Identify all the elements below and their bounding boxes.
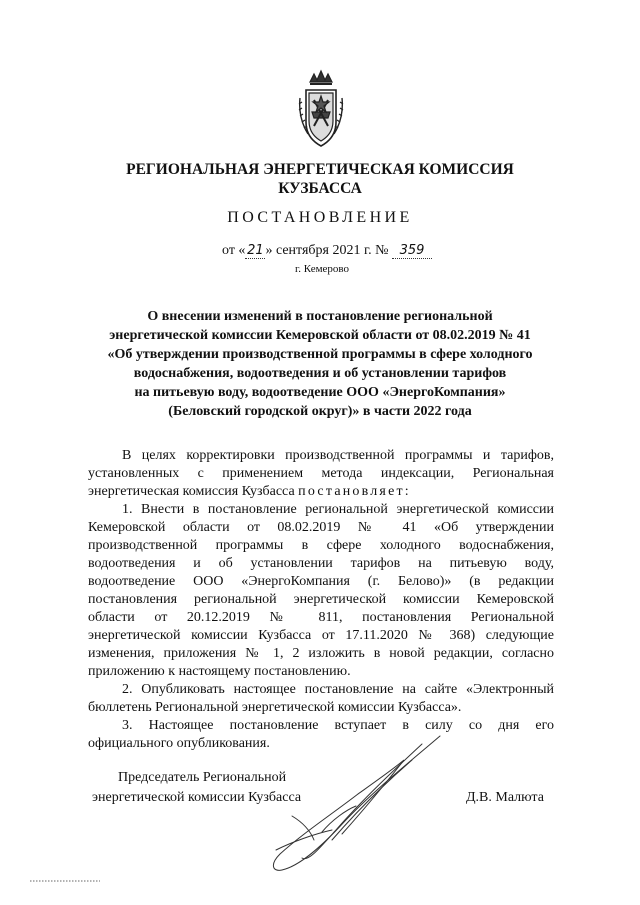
item1-line: производственной программы в сфере холодного водоснабжения, <box>88 538 554 553</box>
signatory-name: Д.В. Малюта <box>466 790 544 805</box>
item1-line: Кемеровской области от 08.02.2019 № 41 «Об утверждении <box>88 520 554 535</box>
coat-of-arms-emblem <box>296 68 346 150</box>
item1-line: энергетической комиссии Кузбасса от 17.11.2020 № 368) следующие <box>88 628 554 643</box>
doc-number-handwritten: 359 <box>392 243 432 259</box>
item1-line: области от 20.12.2019 № 811, постановления Региональной <box>88 610 554 625</box>
item2-line: 2. Опубликовать настоящее постановление на сайте «Электронный <box>122 682 554 697</box>
item1-line: постановления региональной энергетической комиссии Кемеровской <box>88 592 554 607</box>
org-name-line2: КУЗБАССА <box>278 180 362 197</box>
item3-line: 3. Настоящее постановление вступает в силу со дня его <box>122 718 554 733</box>
signatory-position-line2: энергетической комиссии Кузбасса <box>92 790 302 805</box>
date-prefix: от « <box>222 243 246 258</box>
title-line: энергетической комиссии Кемеровской области от 08.02.2019 № 41 <box>109 328 531 343</box>
preamble-resolves: постановляет: <box>298 484 411 499</box>
date-day-handwritten: 21 <box>247 243 264 258</box>
document-type: ПОСТАНОВЛЕНИЕ <box>227 209 413 226</box>
title-line: водоснабжения, водоотведения и об установлении тарифов <box>133 366 507 381</box>
footer-dotted-line <box>30 880 100 882</box>
city: г. Кемерово <box>295 263 350 275</box>
title-line: О внесении изменений в постановление региональной <box>147 309 493 324</box>
preamble-line: установленных с применением метода индексации, Региональная <box>88 466 554 481</box>
handwritten-signature <box>262 730 452 880</box>
item2-line: бюллетень Региональной энергетической комиссии Кузбасса». <box>88 700 462 715</box>
item3-line: официального опубликования. <box>88 736 270 751</box>
preamble-text: энергетическая комиссия Кузбасса <box>88 484 299 499</box>
title-line: на питьевую воду, водоотведение ООО «ЭнергоКомпания» <box>134 385 506 400</box>
item1-line: 1. Внести в постановление региональной энергетической комиссии <box>122 502 554 517</box>
date-line <box>222 243 432 259</box>
item1-line: изменения, приложения № 1, 2 изложить в новой редакции, согласно <box>88 646 554 661</box>
item1-line: водоотведения и об установлении тарифов на питьевую воду, <box>88 556 554 571</box>
title-line: (Беловский городской округ)» в части 2022 года <box>168 404 472 419</box>
preamble-line: В целях корректировки производственной программы и тарифов, <box>122 448 554 463</box>
title-line: «Об утверждении производственной программы в сфере холодного <box>107 347 533 362</box>
preamble-line <box>88 484 554 500</box>
org-name-line1: РЕГИОНАЛЬНАЯ ЭНЕРГЕТИЧЕСКАЯ КОМИССИЯ <box>126 161 514 178</box>
item1-line: приложению к настоящему постановлению. <box>88 664 351 679</box>
date-middle: » сентября 2021 г. № <box>265 243 392 258</box>
signatory-position-line1: Председатель Региональной <box>118 770 287 785</box>
item1-line: водоотведение ООО «ЭнергоКомпания (г. Белово)» (в редакции <box>88 574 554 589</box>
